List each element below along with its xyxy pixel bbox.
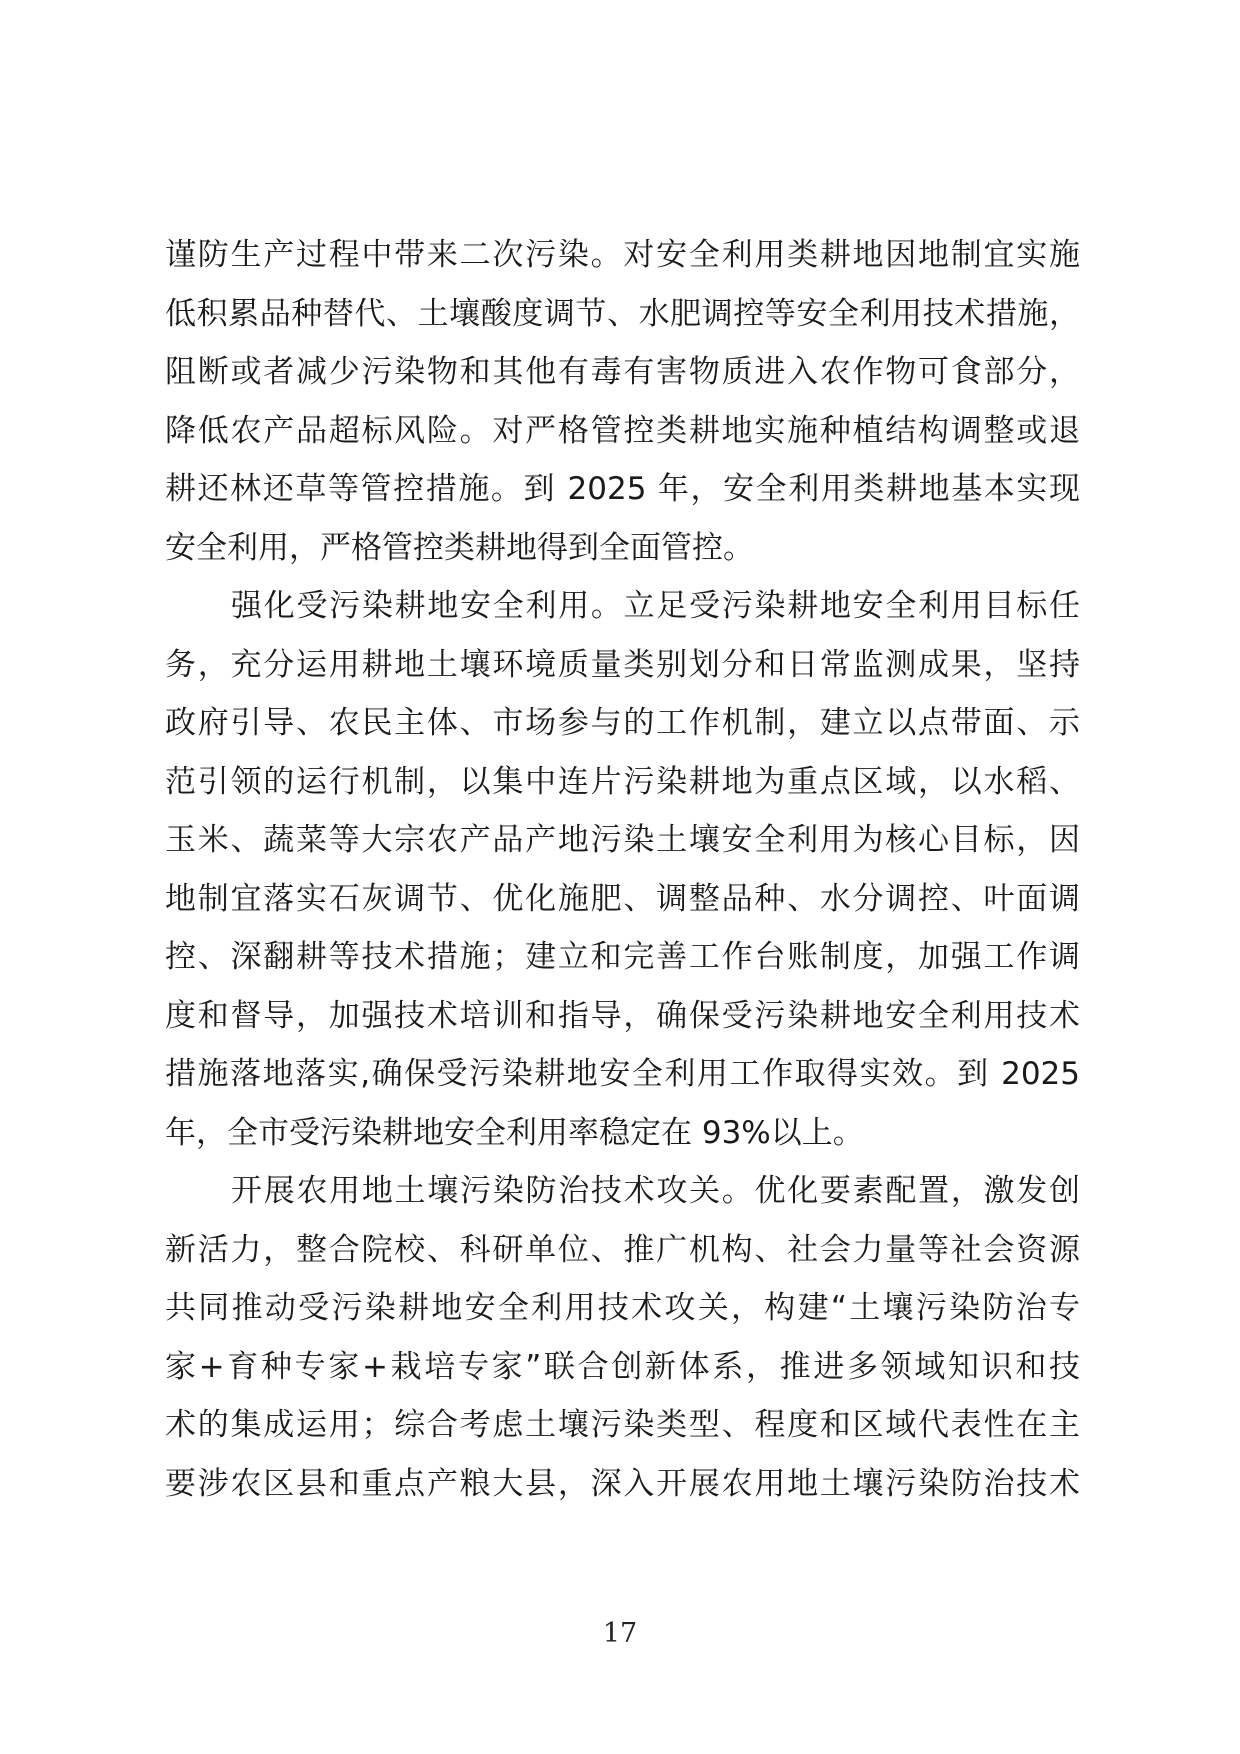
body-text — [165, 226, 1080, 1513]
text-line: 新活力，整合院校、科研单位、推广机构、社会力量等社会资源 — [165, 1231, 1080, 1268]
paragraph-heading-line: 强化受污染耕地安全利用。立足受污染耕地安全利用目标任 — [231, 588, 1080, 624]
text-line: 低积累品种替代、土壤酸度调节、水肥调控等安全利用技术措施， — [165, 295, 1080, 332]
text-line: 谨防生产过程中带来二次污染。对安全利用类耕地因地制宜实施 — [165, 237, 1080, 273]
text-line: 务，充分运用耕地土壤环境质量类别划分和日常监测成果，坚持 — [165, 646, 1080, 683]
text-line: 耕还林还草等管控措施。到 2025 年，安全利用类耕地基本实现 — [165, 471, 1080, 507]
page-number: 17 — [602, 1618, 638, 1649]
text-line: 范引领的运行机制，以集中连片污染耕地为重点区域，以水稻、 — [165, 763, 1080, 800]
text-line: 阻断或者减少污染物和其他有毒有害物质进入农作物可食部分， — [165, 354, 1080, 390]
text-line: 玉米、蔬菜等大宗农产品产地污染土壤安全利用为核心目标，因 — [165, 822, 1080, 858]
text-line: 要涉农区县和重点产粮大县，深入开展农用地土壤污染防治技术 — [165, 1465, 1080, 1502]
text-line: 政府引导、农民主体、市场参与的工作机制，建立以点带面、示 — [165, 705, 1080, 741]
text-line: 地制宜落实石灰调节、优化施肥、调整品种、水分调控、叶面调 — [165, 880, 1080, 917]
text-line: 度和督导，加强技术培训和指导，确保受污染耕地安全利用技术 — [165, 997, 1080, 1034]
text-line: 共同推动受污染耕地安全利用技术攻关，构建“土壤污染防治专 — [165, 1290, 1080, 1326]
text-line: 安全利用，严格管控类耕地得到全面管控。 — [165, 529, 754, 566]
text-line: 术的集成运用；综合考虑土壤污染类型、程度和区域代表性在主 — [165, 1407, 1080, 1443]
text-line: 措施落地落实,确保受污染耕地安全利用工作取得实效。到 2025 — [165, 1056, 1080, 1092]
text-line: 控、深翻耕等技术措施；建立和完善工作台账制度，加强工作调 — [165, 939, 1080, 975]
text-line: 降低农产品超标风险。对严格管控类耕地实施种植结构调整或退 — [165, 412, 1080, 449]
paragraph-heading-line: 开展农用地土壤污染防治技术攻关。优化要素配置，激发创 — [231, 1173, 1080, 1209]
text-line: 家+育种专家+栽培专家”联合创新体系，推进多领域知识和技 — [165, 1348, 1080, 1385]
text-line: 年，全市受污染耕地安全利用率稳定在 93%以上。 — [165, 1114, 864, 1151]
